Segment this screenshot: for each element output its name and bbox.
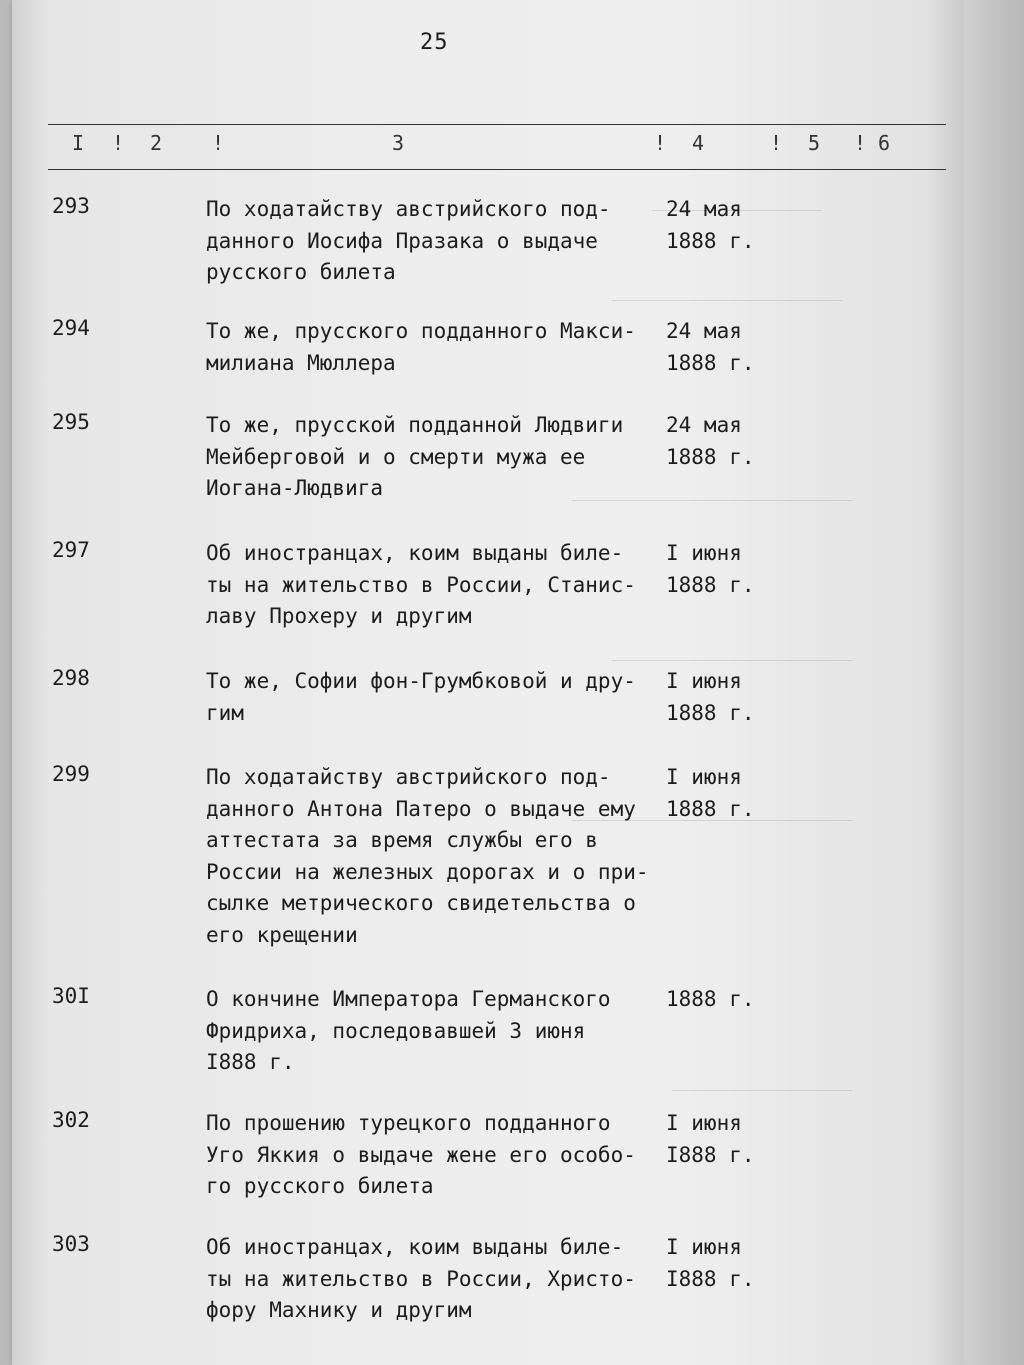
entry-number: 298 <box>52 666 90 690</box>
entry-description <box>206 410 668 505</box>
entry-date <box>666 538 755 601</box>
entry-description-line: Фридриха, последовавшей 3 июня <box>206 1018 586 1043</box>
entry-description-line: фору Махнику и другим <box>206 1298 472 1322</box>
entry-description <box>206 538 668 633</box>
entry-description <box>206 984 668 1079</box>
entry-date <box>666 762 755 825</box>
column-separator: ! <box>770 131 783 155</box>
entry-description-line: По ходатайству австрийского под- <box>206 765 611 789</box>
entry-description-line: аттестата за время службы его в <box>206 828 598 852</box>
entry-number: 294 <box>52 316 90 340</box>
column-separator: ! <box>654 131 667 155</box>
column-header-3: 3 <box>392 131 405 155</box>
entry-description-line: данного Иосифа Празака о выдаче <box>206 228 598 253</box>
entry-description-line: русского билета <box>206 260 396 284</box>
entry-description <box>206 762 668 951</box>
entry-number: 293 <box>52 194 90 218</box>
entry-date-line: 1888 г. <box>666 796 755 821</box>
entry-date-line: 1888 г. <box>666 572 755 597</box>
entry-description-line: милиана Мюллера <box>206 350 396 375</box>
entry-description <box>206 316 668 379</box>
entry-description-line: То же, прусской подданной Людвиги <box>206 413 624 437</box>
header-bottom-rule <box>48 169 946 170</box>
entry-date <box>666 1232 755 1295</box>
entry-description-line: го русского билета <box>206 1174 434 1198</box>
entry-description <box>206 1108 668 1203</box>
entry-date <box>666 316 755 379</box>
entry-description-line: Мейберговой и о смерти мужа ее <box>206 444 586 469</box>
bleed-line <box>672 1090 852 1091</box>
entry-description-line: его крещении <box>206 922 358 947</box>
entry-date <box>666 984 755 1016</box>
entry-number: 295 <box>52 410 90 434</box>
bleed-line <box>612 300 842 301</box>
entry-description-line: Уго Яккия о выдаче жене его особо- <box>206 1142 636 1167</box>
column-separator: ! <box>854 131 867 155</box>
entry-date-line: 1888 г. <box>666 228 755 253</box>
entry-number: 302 <box>52 1108 90 1132</box>
entry-number: 303 <box>52 1232 90 1256</box>
entry-date <box>666 410 755 473</box>
entry-description <box>206 1232 668 1327</box>
entry-description-line: Об иностранцах, коим выданы биле- <box>206 541 624 565</box>
entry-description-line: I888 г. <box>206 1050 295 1074</box>
entry-description-line: По ходатайству австрийского под- <box>206 197 611 221</box>
header-top-rule <box>48 124 946 125</box>
entry-description-line: ты на жительство в России, Станис- <box>206 572 636 597</box>
entry-date-line: I июня <box>666 1111 742 1135</box>
entry-date <box>666 1108 755 1171</box>
entry-date <box>666 666 755 729</box>
entry-date-line: 1888 г. <box>666 444 755 469</box>
column-separator: ! <box>112 131 125 155</box>
entry-date-line: 24 мая <box>666 413 742 437</box>
entry-date-line: 1888 г. <box>666 700 755 725</box>
entry-date-line: 24 мая <box>666 319 742 343</box>
entry-description-line: России на железных дорогах и о при- <box>206 859 649 884</box>
entry-date-line: 1888 г. <box>666 987 755 1011</box>
entry-description-line: Об иностранцах, коим выданы биле- <box>206 1235 624 1259</box>
entry-number: 299 <box>52 762 90 786</box>
entry-number: 297 <box>52 538 90 562</box>
entry-date-line: I июня <box>666 1235 742 1259</box>
column-header-4: 4 <box>692 131 705 155</box>
adjacent-page-edge <box>964 0 1024 1365</box>
entry-description-line: О кончине Императора Германского <box>206 987 611 1011</box>
column-header-5: 5 <box>808 131 821 155</box>
entry-date-line: I июня <box>666 669 742 693</box>
entry-description-line: данного Антона Патеро о выдаче ему <box>206 796 636 821</box>
bleed-line <box>612 660 852 661</box>
column-header-1: I <box>72 131 85 155</box>
entry-date-line: I888 г. <box>666 1266 755 1291</box>
entry-date-line: I888 г. <box>666 1142 755 1167</box>
entry-description-line: гим <box>206 700 244 725</box>
entry-description-line: ты на жительство в России, Христо- <box>206 1266 636 1291</box>
entry-description-line: сылке метрического свидетельства о <box>206 891 636 915</box>
entry-description-line: То же, прусского подданного Макси- <box>206 319 636 343</box>
entry-description-line: По прошению турецкого подданного <box>206 1111 611 1135</box>
entry-date-line: I июня <box>666 541 742 565</box>
column-header-2: 2 <box>150 131 163 155</box>
entry-description-line: То же, Софии фон-Грумбковой и дру- <box>206 669 636 693</box>
entry-date-line: I июня <box>666 765 742 789</box>
column-separator: ! <box>212 131 225 155</box>
page-number: 25 <box>420 30 449 55</box>
entry-description-line: лаву Прохеру и другим <box>206 604 472 628</box>
entry-date-line: 1888 г. <box>666 350 755 375</box>
document-page <box>12 0 964 1365</box>
entry-date-line: 24 мая <box>666 197 742 221</box>
entry-number: 30I <box>52 984 90 1008</box>
column-header-6: 6 <box>878 131 891 155</box>
entry-date <box>666 194 755 257</box>
entry-description <box>206 194 668 289</box>
entry-description-line: Иогана-Людвига <box>206 476 384 500</box>
entry-description <box>206 666 668 729</box>
